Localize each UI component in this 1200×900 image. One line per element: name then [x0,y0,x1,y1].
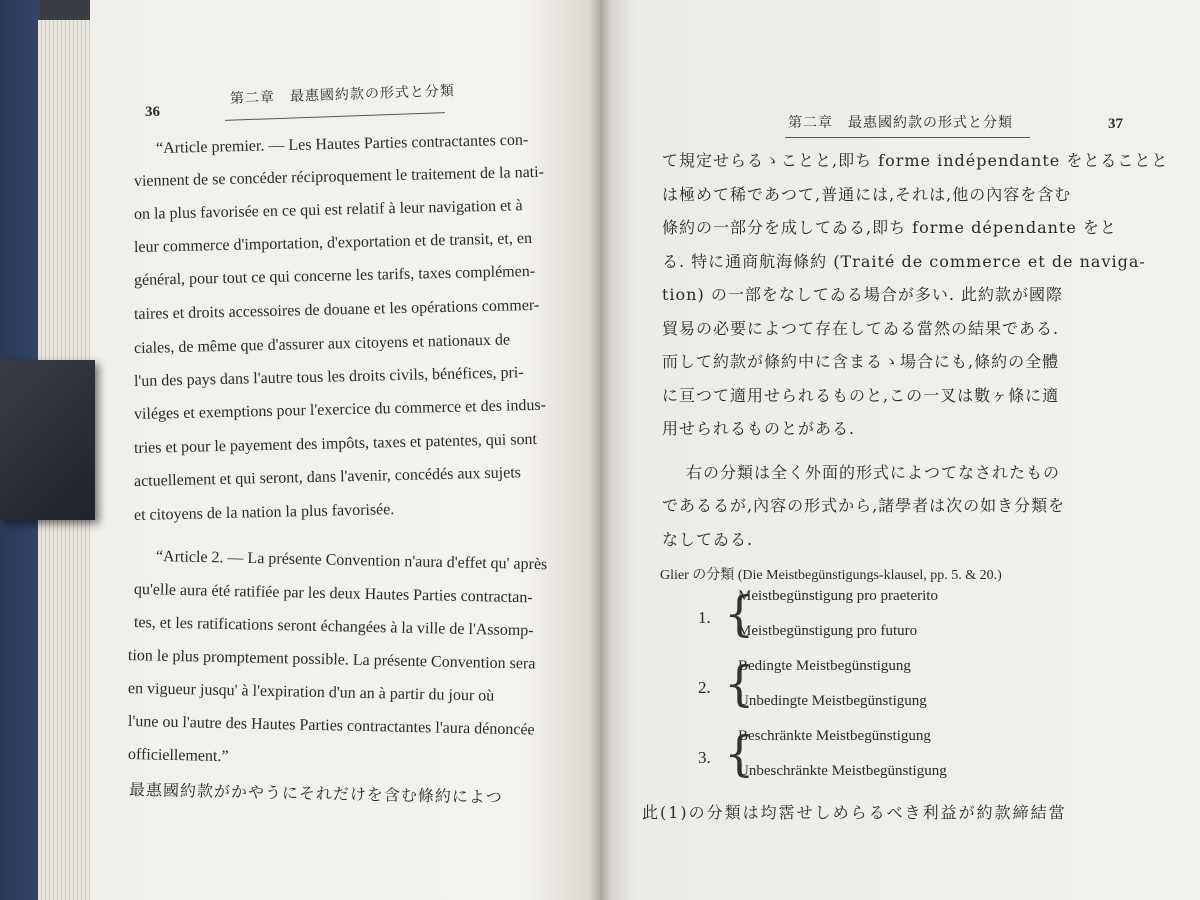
classification-term: Meistbegünstigung pro futuro [738,623,918,639]
brace-icon: { [724,726,755,782]
text-line: on la plus favorisée en ce qui est relatif à leur navigation et à [133,197,523,223]
classification-term: Meistbegünstigung pro praeterito [738,588,938,604]
classification-term: Unbedingte Meistbegünstigung [738,693,927,709]
text-line: 右の分類は全く外面的形式によつてなされたもの [686,462,1061,482]
text-line: tes, et les ratifications seront échangées à la ville de l'Assomp- [133,614,534,640]
header-rule [225,112,445,121]
text-line: て規定せらるゝことと,即ち forme indépendante をとることと [662,151,1169,170]
classification-term: Unbeschränkte Meistbegünstigung [738,763,947,779]
running-header: 第二章 最惠國約款の形式と分類 [788,115,1013,131]
dark-object [0,360,95,520]
right-page [600,0,1200,900]
text-line: であるるが,內容の形式から,諸學者は次の如き分類を [662,496,1066,515]
text-line: viléges et exemptions pour l'exercice du commerce et des indus- [133,396,547,423]
text-line: 貿易の必要によつて存在してゐる當然の結果である. [662,318,1060,338]
text-line: tries et pour le payement des impôts, taxes et patentes, qui sont [133,430,538,457]
gutter-shadow [588,0,612,900]
text-line: qu'elle aura été ratifiée par les deux Hautes Parties contractan- [133,581,533,607]
text-line: 用せられるものとがある. [662,419,856,438]
left-page [90,0,600,900]
text-line: “Article 2. — La présente Convention n'aura d'effet qu' après [155,548,548,574]
page-number: 36 [145,104,160,120]
classification-term: Beschränkte Meistbegünstigung [738,728,931,744]
classification-term: Bedingte Meistbegünstigung [738,658,911,674]
text-line: ciales, de même que d'assurer aux citoyens et nationaux de [133,331,511,357]
text-line: は極めて稀であつて,普通には,それは,他の內容を含む [662,184,1072,204]
last-line: 此(1)の分類は均霑せしめらるべき利益が約款締結當 [642,803,1067,822]
brace-icon: { [724,656,755,712]
text-line: “Article premier. — Les Hautes Parties contractantes con- [155,131,529,157]
classification-number: 2. [698,678,711,697]
running-header: 第二章 最惠國約款の形式と分類 [229,83,456,107]
text-line: taires et droits accessoires de douane et les opérations commer- [133,296,540,323]
text-line: en vigueur jusqu' à l'expiration d'un an à partir du jour où [127,680,495,705]
text-line: officiellement.” [127,746,229,766]
header-rule [785,137,1030,138]
text-line: tion le plus promptement possible. La présente Convention sera [127,647,536,673]
classification-number: 3. [698,748,711,767]
text-line: leur commerce d'importation, d'exportation et de transit, et, en [133,229,533,256]
text-line: l'une ou l'autre des Hautes Parties contractantes l'aura dénoncée [127,713,535,739]
text-line: る. 特に通商航海條約 (Traité de commerce et de naviga- [662,251,1146,271]
text-line: なしてゐる. [662,529,754,549]
classification-number: 1. [698,608,711,627]
glier-heading: Glier の分類 (Die Meistbegünstigungs-klausel, pp. 5. & 20.) [660,568,1002,583]
text-line: actuellement et qui seront, dans l'avenir, concédés aux sujets [133,464,522,490]
text-line: に亘つて適用せられるものと,この一叉は數ヶ條に適 [662,385,1060,405]
text-line: 而して約款が條約中に含まるゝ場合にも,條約の全體 [662,352,1060,371]
text-line: tion) の一部をなしてゐる場合が多い. 此約款が國際 [662,285,1063,304]
text-line: général, pour tout ce qui concerne les tarifs, taxes complémen- [133,262,536,289]
page-number: 37 [1108,116,1123,132]
brace-icon: { [724,586,755,642]
text-line: 最惠國約款がかやうにそれだけを含む條約によつ [128,780,504,807]
text-line: viennent de se concéder réciproquement le traitement de la nati- [133,163,545,190]
text-line: l'un des pays dans l'autre tous les droits civils, bénéfices, pri- [133,364,524,390]
text-line: et citoyens de la nation la plus favorisée. [133,501,395,524]
text-line: 條約の一部分を成してゐる,即ち forme dépendante をと [662,218,1117,237]
